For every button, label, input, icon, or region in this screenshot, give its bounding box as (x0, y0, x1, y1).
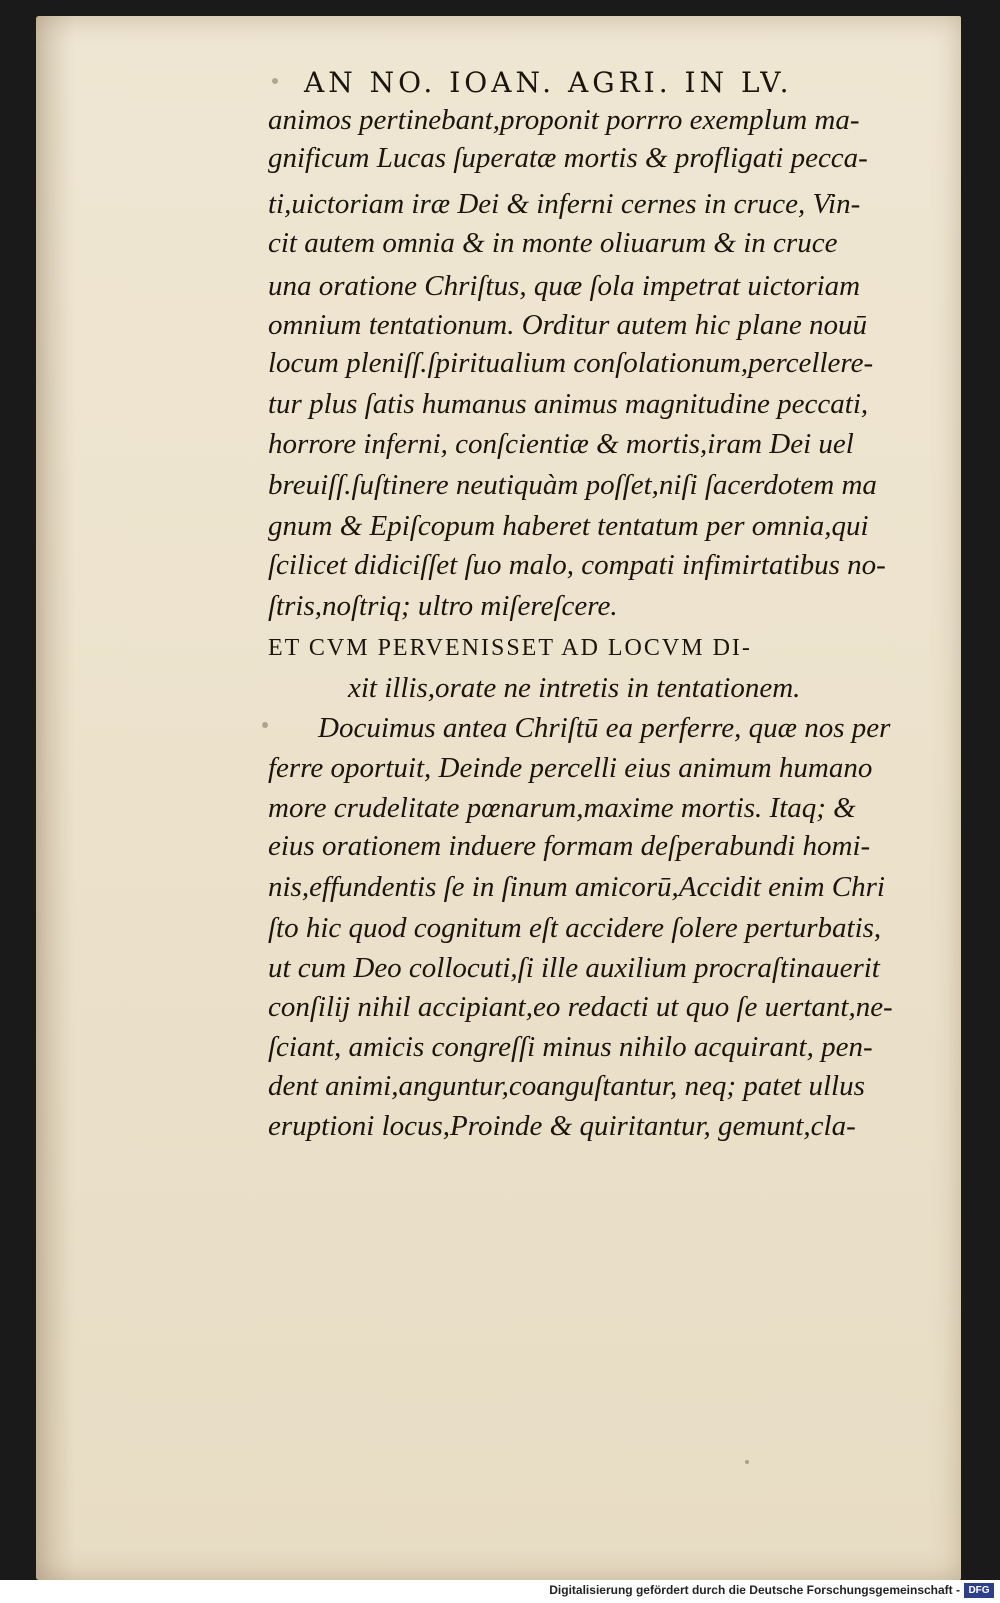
text-line: ſtris,noſtriq; ultro miſereſcere. (268, 590, 618, 622)
text-line: cit autem omnia & in monte oliuarum & in cruce (268, 227, 838, 259)
text-line: locum pleniſſ.ſpiritualium conſolationum,percellere- (268, 347, 874, 379)
text-line: animos pertinebant,proponit porrro exemplum ma- (268, 104, 860, 136)
text-line: conſilij nihil accipiant,eo redacti ut quo ſe uertant,ne- (268, 991, 893, 1023)
text-line: horrore inferni, conſcientiæ & mortis,iram Dei uel (268, 428, 854, 460)
text-line: tur plus ſatis humanus animus magnitudine peccati, (268, 388, 869, 420)
text-line: breuiſſ.ſuſtinere neutiquàm poſſet,niſi ſacerdotem ma (268, 469, 877, 501)
text-line: una oratione Chriſtus, quæ ſola impetrat uictoriam (268, 270, 861, 302)
text-line: nis,effundentis ſe in ſinum amicorū,Accidit enim Chri (268, 871, 885, 903)
text-line: ferre oportuit, Deinde percelli eius animum humano (268, 752, 873, 784)
text-line: ſcilicet didiciſſet ſuo malo, compati infimirtatibus no- (268, 549, 886, 581)
text-line: eruptioni locus,Proinde & quiritantur, gemunt,cla- (268, 1110, 856, 1142)
text-line: Docuimus antea Chriſtū ea perferre, quæ nos per (318, 712, 891, 744)
text-line: omnium tentationum. Orditur autem hic plane nouū (268, 309, 868, 341)
ink-mark (272, 78, 278, 84)
text-line: dent animi,anguntur,coanguſtantur, neq; patet ullus (268, 1070, 865, 1102)
text-line: ſto hic quod cognitum eſt accidere ſolere perturbatis, (268, 912, 882, 944)
text-line: more crudelitate pœnarum,maxime mortis. Itaq; & (268, 792, 856, 824)
text-line: ſciant, amicis congreſſi minus nihilo acquirant, pen- (268, 1031, 873, 1063)
running-header: AN NO. IOAN. AGRI. IN LV. (304, 66, 793, 99)
ink-mark (745, 1460, 749, 1464)
text-line: ti,uictoriam iræ Dei & inferni cernes in cruce, Vin- (268, 188, 861, 220)
dfg-logo: DFG (964, 1583, 994, 1598)
text-line: ut cum Deo collocuti,ſi ille auxilium procraſtinauerit (268, 952, 880, 984)
footer-credit: Digitalisierung gefördert durch die Deutsche Forschungsgemeinschaft - (549, 1583, 960, 1597)
text-line: gnum & Epiſcopum haberet tentatum per omnia,qui (268, 510, 869, 542)
text-line: eius orationem induere formam deſperabundi homi- (268, 830, 871, 862)
digitization-footer (0, 1580, 1000, 1603)
text-line: gnificum Lucas ſuperatæ mortis & profligati pecca- (268, 142, 868, 174)
section-heading-continuation: xit illis,orate ne intretis in tentationem. (348, 672, 801, 704)
section-heading: ET CVM PERVENISSET AD LOCVM DI- (268, 635, 752, 661)
ink-mark (262, 722, 268, 728)
